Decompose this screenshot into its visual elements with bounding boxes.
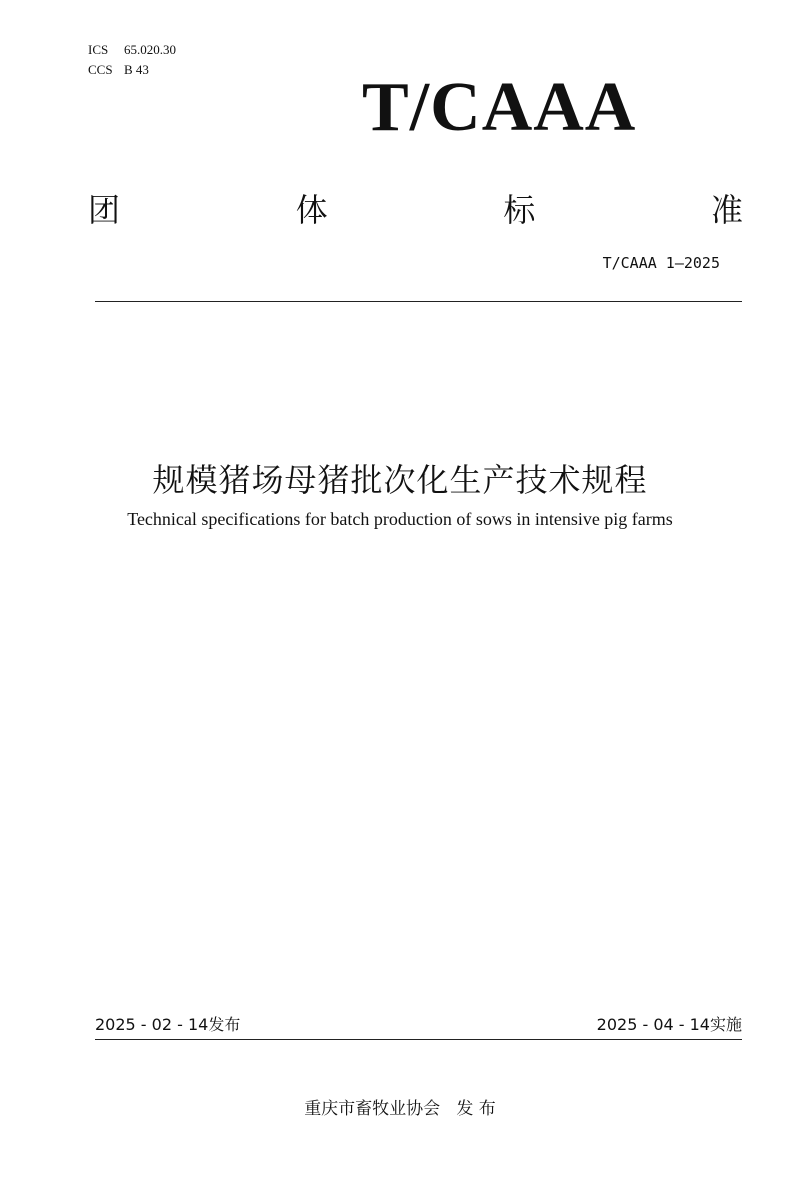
bottom-divider — [95, 1039, 742, 1040]
standard-type-char: 准 — [710, 191, 743, 229]
ccs-label: CCS — [88, 62, 113, 77]
issue-date: 2025 - 02 - 14 — [95, 1015, 209, 1034]
implement-date-line — [597, 1014, 742, 1036]
issue-label: 发布 — [208, 1015, 241, 1034]
ics-label: ICS — [88, 42, 109, 57]
publisher-name: 重庆市畜牧业协会 — [304, 1099, 441, 1119]
ccs-line — [88, 60, 176, 80]
standard-type-char: 团 — [88, 191, 121, 229]
publish-label: 发 布 — [456, 1099, 496, 1119]
ccs-value: B 43 — [124, 62, 149, 77]
standard-type — [88, 188, 743, 232]
ics-value: 65.020.30 — [124, 42, 176, 57]
ics-line — [88, 40, 176, 60]
implement-date: 2025 - 04 - 14 — [596, 1015, 710, 1034]
title-english: Technical specifications for batch production of sows in intensive pig farms — [127, 509, 673, 529]
standard-type-char: 体 — [295, 191, 328, 229]
publisher-line — [0, 1097, 800, 1121]
organization-code: T/CAAA — [362, 69, 637, 146]
implement-label: 实施 — [709, 1015, 742, 1034]
title-chinese: 规模猪场母猪批次化生产技术规程 — [152, 461, 648, 499]
standard-type-char: 标 — [503, 191, 536, 229]
standard-number: T/CAAA 1—2025 — [602, 254, 720, 272]
classification-codes — [88, 40, 176, 80]
top-divider — [95, 301, 742, 302]
issue-date-line — [95, 1014, 240, 1036]
